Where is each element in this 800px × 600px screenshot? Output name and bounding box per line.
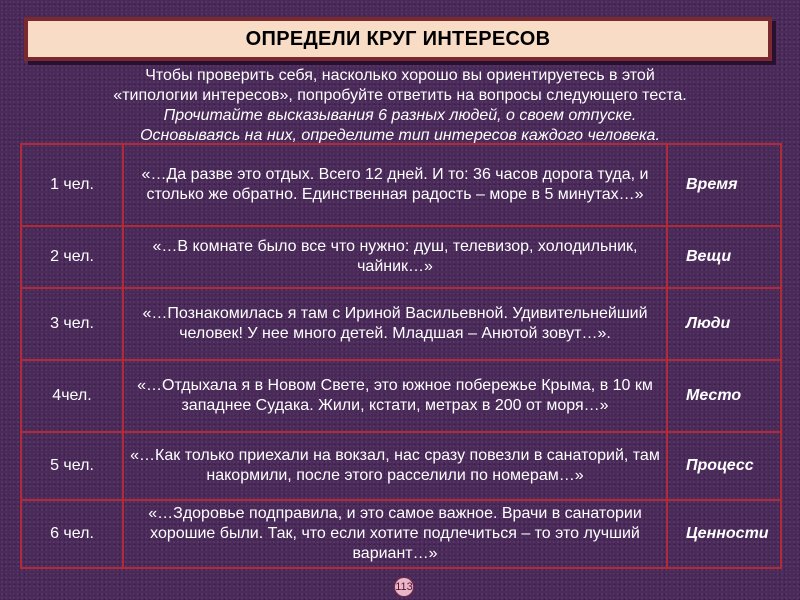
- person-cell: 4чел.: [21, 360, 123, 432]
- intro-line-3: Прочитайте высказывания 6 разных людей, о своем отпуске.: [163, 107, 637, 124]
- table-row: [21, 432, 781, 500]
- title-banner: [24, 17, 772, 61]
- page-title: ОПРЕДЕЛИ КРУГ ИНТЕРЕСОВ: [245, 27, 551, 50]
- interest-type-cell: Время: [667, 144, 781, 226]
- table-row: [21, 144, 781, 226]
- intro-text: [20, 66, 780, 146]
- page-number: 113: [395, 581, 413, 593]
- table-row: [21, 288, 781, 360]
- interest-type-cell: Место: [667, 360, 781, 432]
- interest-type-cell: Ценности: [667, 500, 781, 568]
- quote-cell: «…В комнате было все что нужно: душ, телевизор, холодильник, чайник…»: [123, 226, 667, 288]
- person-cell: 1 чел.: [21, 144, 123, 226]
- quote-cell: «…Как только приехали на вокзал, нас сразу повезли в санаторий, там накормили, после этого расселили по номерам…»: [123, 432, 667, 500]
- intro-line-1: Чтобы проверить себя, насколько хорошо вы ориентируетесь в этой: [145, 67, 655, 84]
- quote-cell: «…Познакомилась я там с Ириной Васильевной. Удивительнейший человек! У нее много детей. Младшая – Анютой зовут…».: [123, 288, 667, 360]
- interest-type-cell: Люди: [667, 288, 781, 360]
- person-cell: 2 чел.: [21, 226, 123, 288]
- table-row: [21, 500, 781, 568]
- interest-type-cell: Процесс: [667, 432, 781, 500]
- person-cell: 5 чел.: [21, 432, 123, 500]
- intro-line-4: Основываясь на них, определите тип интересов каждого человека.: [140, 127, 660, 144]
- table-row: [21, 226, 781, 288]
- quote-cell: «…Здоровье подправила, и это самое важное. Врачи в санатории хорошие были. Так, что если хотите подлечиться – то это лучший вариант…»: [123, 500, 667, 568]
- page-number-badge: [394, 577, 414, 597]
- person-cell: 3 чел.: [21, 288, 123, 360]
- quote-cell: «…Да разве это отдых. Всего 12 дней. И то: 36 часов дорога туда, и столько же обратно. Единственная радость – море в 5 минутах…»: [123, 144, 667, 226]
- intro-line-2: «типологии интересов», попробуйте ответить на вопросы следующего теста.: [113, 87, 687, 104]
- interest-type-cell: Вещи: [667, 226, 781, 288]
- quote-cell: «…Отдыхала я в Новом Свете, это южное побережье Крыма, в 10 км западнее Судака. Жили, кстати, метрах в 200 от моря…»: [123, 360, 667, 432]
- table-row: [21, 360, 781, 432]
- interests-table: [20, 143, 782, 569]
- person-cell: 6 чел.: [21, 500, 123, 568]
